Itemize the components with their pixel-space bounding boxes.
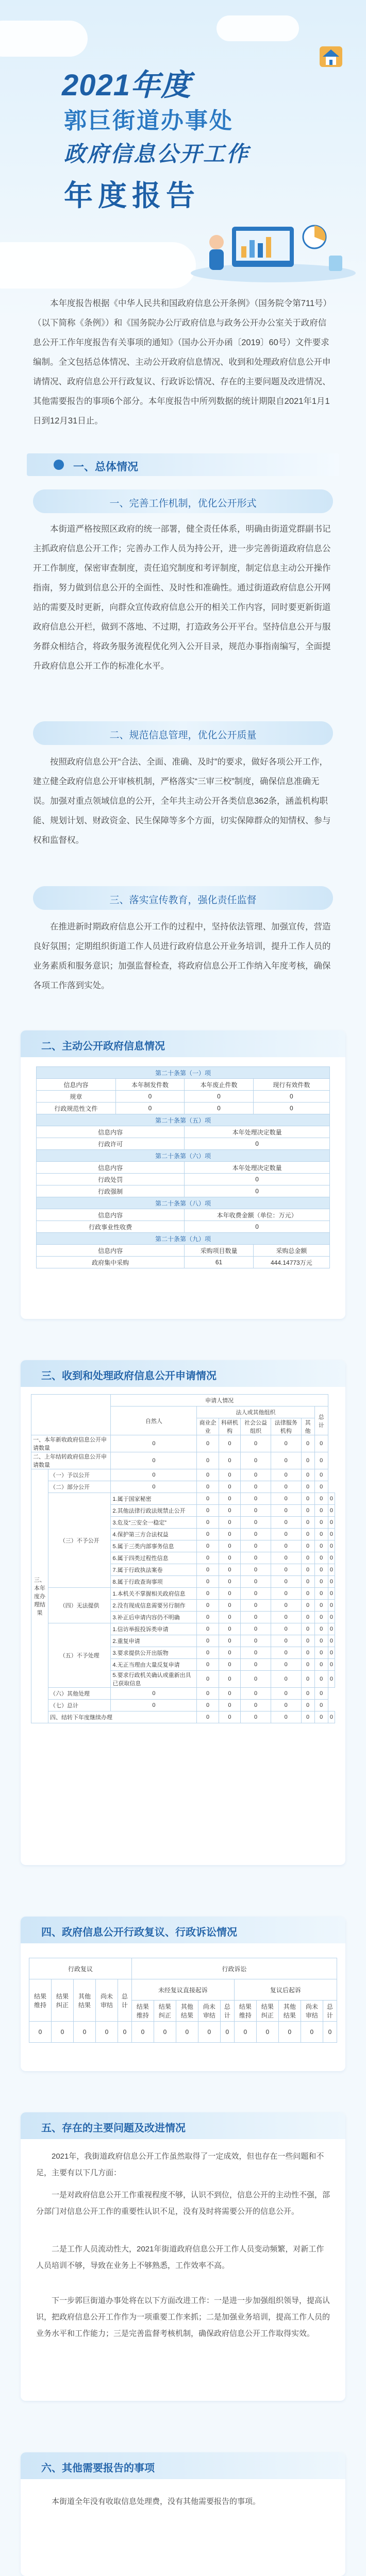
- report-year: 2021年度: [62, 69, 192, 102]
- section-3-heading: 三、收到和处理政府信息公开申请情况: [21, 1360, 345, 1387]
- section-1-subheading-3: 三、落实宣传教育，强化责任监督: [33, 886, 333, 910]
- subject-title: 政府信息公开工作: [64, 142, 250, 166]
- section-5-heading: 五、存在的主要问题及改进情况: [21, 2112, 345, 2139]
- emblem-icon: [315, 41, 346, 72]
- table-row: 0 0 0 0 0 0 0 0 0 0 0 0 0 0 0: [29, 2022, 337, 2043]
- table-row: 5.要求行政机关确认或重新出具已获取信息 0 0 0 0 0 0 0: [31, 1671, 335, 1688]
- table-row: 3.补正后申请内容仍不明确 0 0 0 0 0 0 0: [31, 1612, 335, 1623]
- table-row: 一、本年新收政府信息公开申请数量 0 0 0 0 0 0 0: [31, 1435, 335, 1452]
- section-6-heading: 六、其他需要报告的事项: [21, 2452, 345, 2479]
- table-row: （四）无法提供 1.本机关不掌握相关政府信息 0 0 0 0 0 0 0: [31, 1588, 335, 1600]
- table-row: （三）不予公开 1.属于国家秘密 0 0 0 0 0 0 0: [31, 1493, 335, 1505]
- table-row: （七）总计 0 0 0 0 0 0 0: [31, 1700, 335, 1711]
- org-title: 郭巨街道办事处: [64, 108, 234, 133]
- table-row: 7.属于行政执法案卷 0 0 0 0 0 0 0: [31, 1564, 335, 1576]
- table-row: （五）不予处理 1.信访举报投诉类申请 0 0 0 0 0 0 0: [31, 1623, 335, 1635]
- table-row: 8.属于行政查询事项 0 0 0 0 0 0 0: [31, 1576, 335, 1588]
- section-1-heading: 一、总体情况: [27, 453, 339, 476]
- table-row: 二、上年结转政府信息公开申请数量 0 0 0 0 0 0 0: [31, 1452, 335, 1469]
- section-5-paragraph-4: 下一步郭巨街道办事处将在以下方面改进工作：一是进一步加强组织领导，提高认识，把政府信息公开工作作为一项重要工作来抓；二是加强业务培训，提高工作人员的业务水平和工作能力；三是完善监督考核机制，确保政府信息公开工作取得实效。: [36, 2296, 330, 2338]
- table-row: （六）其他处理 0 0 0 0 0 0 0: [31, 1688, 335, 1700]
- section-2-heading: 二、主动公开政府信息情况: [21, 1030, 345, 1057]
- table-row: 3.要求提供公开出版物 0 0 0 0 0 0 0: [31, 1647, 335, 1659]
- cloud-decoration: [0, 242, 196, 289]
- section-5-paragraph-1: 2021年，我街道政府信息公开工作虽然取得了一定成效，但也存在一些问题和不足，主要有以下几方面：: [36, 2152, 324, 2177]
- table-row: 4.保护第三方合法权益 0 0 0 0 0 0 0: [31, 1529, 335, 1540]
- section-1-paragraph-2: 按照政府信息公开“合法、全面、准确、及时”的要求，做好各项公开工作，建立健全政府信息公开审核机制，严格落实“三审三校”制度，确保信息准确无误。加强对重点领域信息的公开，全年共主动公开各类信息362条，涵盖机构职能、规划计划、财政资金、民生保障等多个方面，切实保障群众的知情权、参与权和监督权。: [33, 757, 331, 845]
- table-row: 2.重复申请 0 0 0 0 0 0 0: [31, 1635, 335, 1647]
- cloud-decoration: [217, 15, 299, 41]
- table-row: （二）部分公开 0 0 0 0 0 0 0: [31, 1481, 335, 1493]
- section-4-heading: 四、政府信息公开行政复议、行政诉讼情况: [21, 1917, 345, 1943]
- table-row: 2.没有现成信息需要另行制作 0 0 0 0 0 0 0: [31, 1600, 335, 1612]
- report-title: 年度报告: [64, 179, 200, 212]
- intro-paragraph: 本年度报告根据《中华人民共和国政府信息公开条例》（国务院令第711号）（以下简称《条例》）和《国务院办公厅政府信息与政务公开办公室关于政府信息公开工作年度报告有关事项的通知》（国办公开办函〔2019〕60号）文件要求编制。全文包括总体情况、主动公开政府信息情况、收到和处理政府信息公开申请情况、政府信息公开行政复议、行政诉讼情况、存在的主要问题及改进情况、其他需要报告的事项6个部分。本年度报告中所列数据的统计期限自2021年1月1日到12月31日止。: [33, 299, 332, 426]
- section-1-subheading-1: 一、完善工作机制，优化公开形式: [33, 489, 333, 513]
- table-row: 4.无正当理由大量反复申请 0 0 0 0 0 0 0: [31, 1659, 335, 1671]
- table-row: 三、本年度办理结果 （一）予以公开 0 0 0 0 0 0 0: [31, 1469, 335, 1481]
- section-6-paragraph: 本街道全年没有收取信息处理费，没有其他需要报告的事项。: [52, 2497, 261, 2506]
- section-1-paragraph-1: 本街道严格按照区政府的统一部署，健全责任体系，明确由街道党群副书记主抓政府信息公开工作；完善办工作人员为持公开，进一步完善街道政府信息公开工作制度，保密审查制度，责任追究制度和考评制度，制定信息主动公开操作指南，努力做到信息公开的全面性、及时性和准确性。通过街道政府信息公开网站的需要及时更新，向群众宣传政府信息公开的相关工作内容，同时要更新街道政府信息公开栏，做到不落地、不过期，打造政务公开平台。坚持信息公开与服务群众相结合，将政务服务流程优化列入公开目录，规范办事指南编写，全面提升政府信息公开工作的标准化水平。: [33, 524, 331, 671]
- report-header: [0, 0, 366, 289]
- proactive-disclosure-table: 第二十条第（一）项 信息内容 本年制发件数 本年废止件数 现行有效件数 规章 0 0 0 行政规范性文件 0 0 0 第二十条第（五）项 信息内容 本年处理决定数量 行政许可 0 第二十条第（六）项 信息内容 本年处理决定数量 行政处罚 0 行政强制 0 第二十条第（八）项 信息内容 本年收费金额（单位：万元） 行政事业性收费 0 第二十条第（九）项 信息内容 采购项目数量 采购总金额 政府集中采购 61 444.14773万元: [36, 1066, 330, 1268]
- review-litigation-table: 行政复议 行政诉讼 结果维持 结果纠正 其他结果 尚未审结 总计 未经复议直接起诉 复议后起诉 结果维持 结果纠正 其他结果 尚未审结 总计 结果维持 结果纠正 其他结果 尚未审结 总计 0 0 0 0 0 0 0 0 0 0 0 0 0 0 0: [29, 1958, 337, 2043]
- application-handling-table: 申请人情况 自然人 法人或其他组织 总计 商业企业 科研机构 社会公益组织 法律服务机构 其他 一、本年新收政府信息公开申请数量 0 0 0 0 0 0 0 二、上年结转政府信息公开申请数量 0 0 0 0 0 0 0 三、本年度办理结果 （一）予以公开 0 0 0 0 0 0 0 （二）部分公开 0 0 0 0 0 0 0 （三）不予公开 1.属于国家秘密 0 0 0 0 0 0 0 2.其他法律行政法规禁止公开 0 0 0 0 0 0 0 3.危及“三安全一稳定” 0 0 0 0 0 0 0 4.保护第三方合法权益 0 0 0 0 0 0 0 5.属于三类内部事务信息 0 0 0 0 0 0 0 6.属于四类过程性信息 0 0 0 0 0 0 0 7.属于行政执法案卷 0 0 0 0 0 0 0 8.属于行政查询事项 0 0 0 0 0 0 0 （四）无法提供 1.本机关不掌握相关政府信息 0 0 0 0 0 0 0 2.没有现成信息需要另行制作 0 0 0 0 0 0 0 3.补正后申请内容仍不明确 0 0 0 0 0 0 0 （五）不予处理 1.信访举报投诉类申请 0 0 0 0 0 0 0 2.重复申请 0 0 0 0 0 0 0 3.要求提供公开出版物 0 0 0 0 0 0 0 4.无正当理由大量反复申请 0 0 0 0 0 0 0 5.要求行政机关确认或重新出具已获取信息 0 0 0 0 0 0 0 （六）其他处理 0 0 0 0 0 0 0 （七）总计 0 0 0 0 0 0 0 四、结转下年度继续办理 0 0 0 0 0 0 0: [31, 1394, 335, 1723]
- table-row: 5.属于三类内部事务信息 0 0 0 0 0 0 0: [31, 1540, 335, 1552]
- table-row: 四、结转下年度继续办理 0 0 0 0 0 0 0: [31, 1711, 335, 1723]
- table-row: 3.危及“三安全一稳定” 0 0 0 0 0 0 0: [31, 1517, 335, 1529]
- section-1-paragraph-3: 在推进新时期政府信息公开工作的过程中，坚持依法管理、加强宣传，营造良好氛围；定期组织街道工作人员进行政府信息公开业务培训，提升工作人员的业务素质和服务意识；加强监督检查，将政府信息公开工作纳入年度考核，确保各项工作落到实处。: [33, 922, 331, 990]
- office-illustration-icon: [186, 206, 356, 283]
- section-5-paragraph-3: 二是工作人员流动性大，2021年街道政府信息公开工作人员变动频繁，对新工作人员培训不够，导致在业务上不够熟悉，工作效率不高。: [36, 2245, 324, 2270]
- table-row: 6.属于四类过程性信息 0 0 0 0 0 0 0: [31, 1552, 335, 1564]
- table-row: 2.其他法律行政法规禁止公开 0 0 0 0 0 0 0: [31, 1505, 335, 1517]
- cloud-decoration: [0, 21, 88, 57]
- section-1-subheading-2: 二、规范信息管理，优化公开质量: [33, 721, 333, 745]
- section-5-paragraph-2: 一是对政府信息公开工作重视程度不够，认识不到位，信息公开的主动性不强，部分部门对信息公开工作的重要性认识不足，没有及时将需要公开的信息公开。: [36, 2191, 330, 2216]
